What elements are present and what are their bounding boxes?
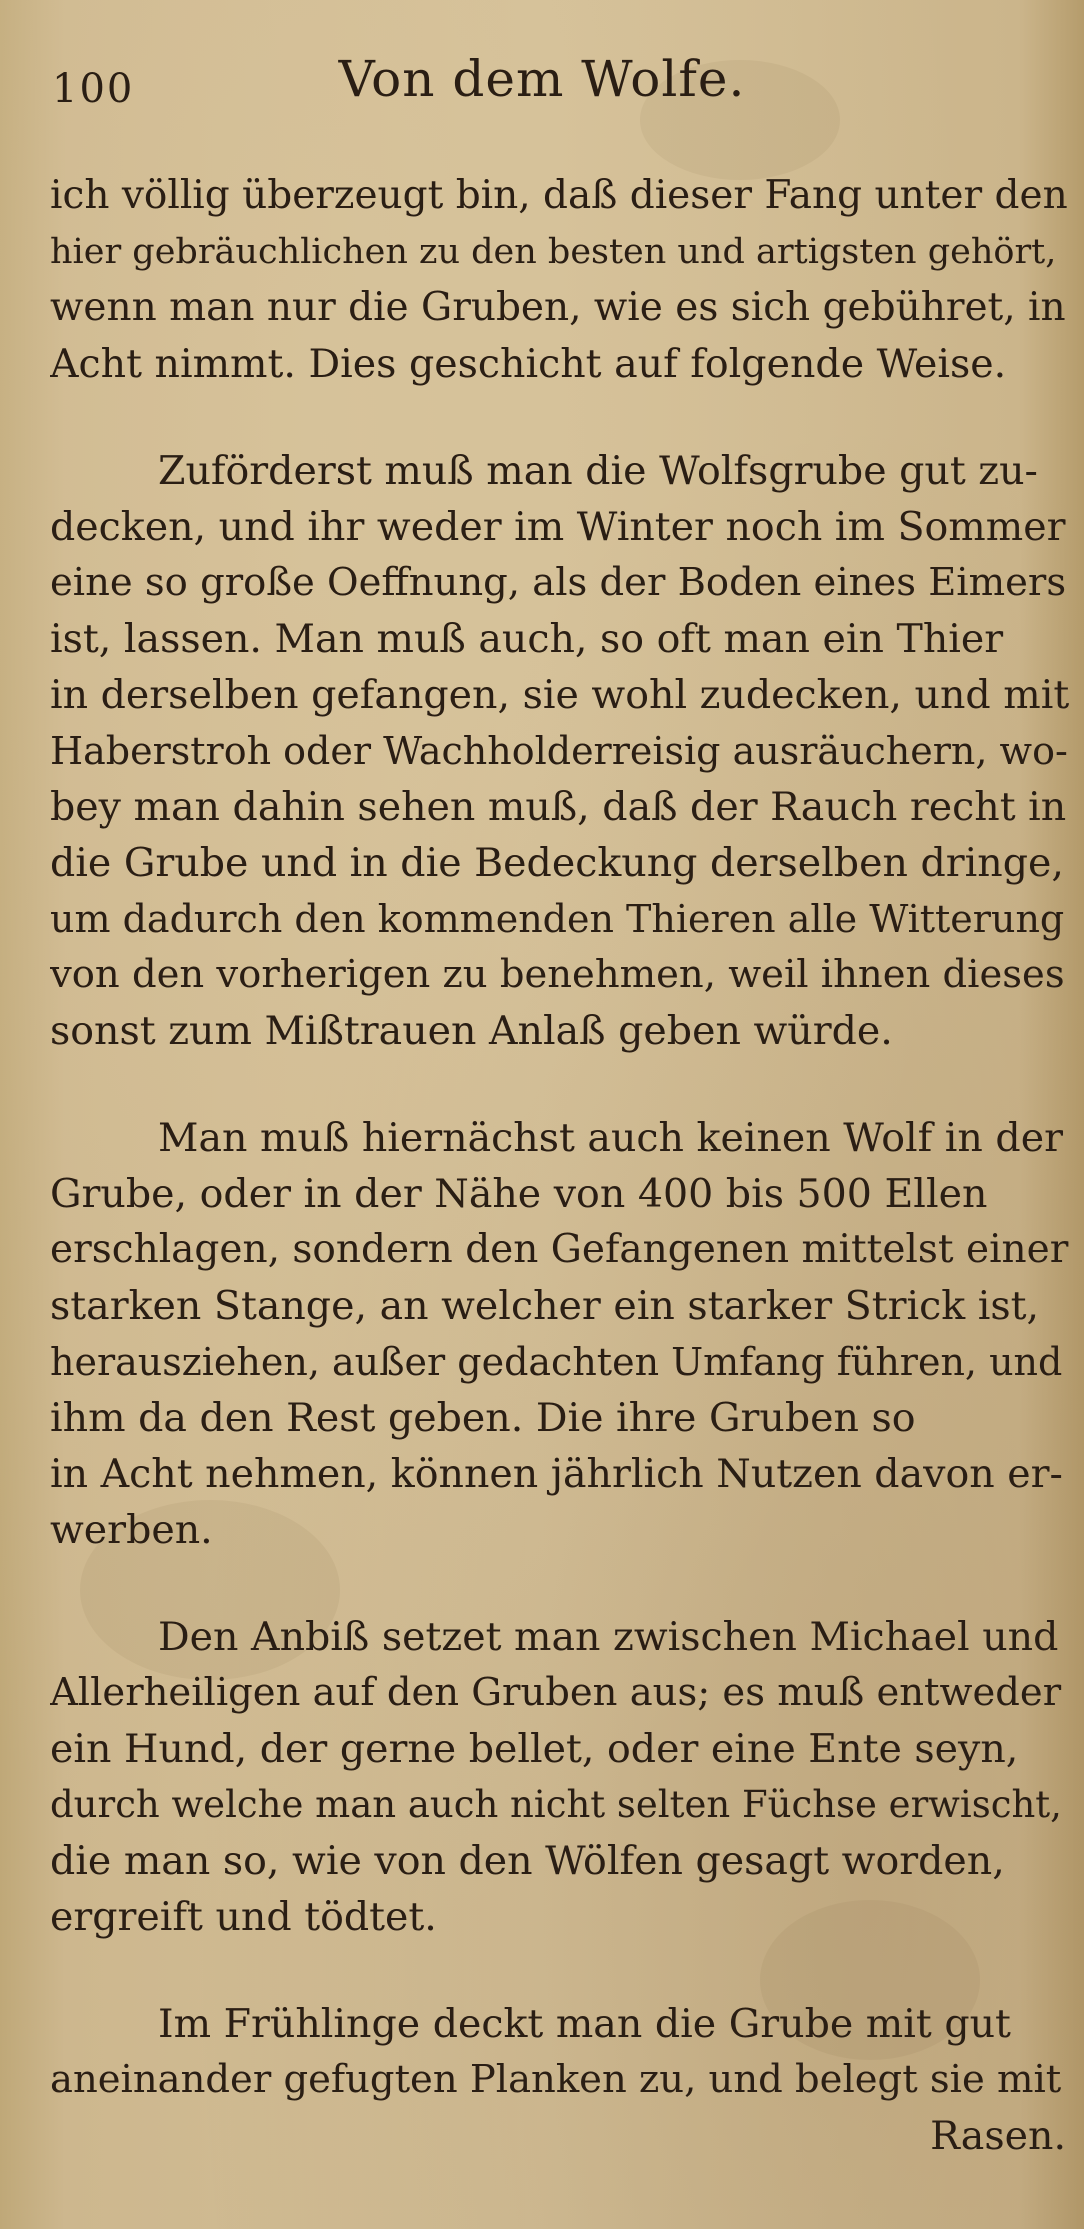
text-line: Grube, oder in der Nähe von 400 bis 500 Ellen <box>50 1171 988 1217</box>
text-line: decken, und ihr weder im Winter noch im Sommer <box>50 504 1066 550</box>
text-line: Haberstroh oder Wachholderreisig ausräuchern, wo- <box>50 729 1068 773</box>
running-title: Von dem Wolfe. <box>338 50 746 108</box>
page-header <box>0 40 1084 130</box>
text-line: bey man dahin sehen muß, daß der Rauch recht in <box>50 784 1067 830</box>
text-line: ich völlig überzeugt bin, daß dieser Fang unter den <box>50 173 1068 218</box>
text-line: um dadurch den kommenden Thieren alle Witterung <box>50 897 1065 941</box>
text-line: Man muß hiernächst auch keinen Wolf in der <box>158 1115 1063 1161</box>
text-line: Im Frühlinge deckt man die Grube mit gut <box>158 2001 1011 2047</box>
text-line: herausziehen, außer gedachten Umfang führen, und <box>50 1340 1063 1384</box>
catchword: Rasen. <box>930 2113 1066 2159</box>
text-line: Acht nimmt. Dies geschicht auf folgende Weise. <box>50 341 1007 387</box>
text-line: durch welche man auch nicht selten Füchse erwischt, <box>50 1783 1062 1826</box>
text-line: erschlagen, sondern den Gefangenen mittelst einer <box>50 1227 1069 1272</box>
paragraph <box>50 1609 1070 1945</box>
text-line: wenn man nur die Gruben, wie es sich gebühret, in <box>50 285 1066 330</box>
paragraph <box>50 443 1070 1059</box>
paragraph <box>50 1996 1070 2164</box>
text-line: hier gebräuchlichen zu den besten und artigsten gehört, <box>50 232 1057 272</box>
text-line: ein Hund, der gerne bellet, oder eine Ente seyn, <box>50 1726 1019 1772</box>
text-line: werben. <box>50 1507 213 1553</box>
text-line: ist, lassen. Man muß auch, so oft man ein Thier <box>50 616 1004 662</box>
text-line: in derselben gefangen, sie wohl zudecken, und mit <box>50 672 1070 718</box>
text-line: in Acht nehmen, können jährlich Nutzen davon er- <box>50 1451 1063 1497</box>
page-number: 100 <box>52 66 135 112</box>
body-text <box>50 168 1070 2164</box>
text-line: ergreift und tödtet. <box>50 1894 437 1940</box>
text-line: starken Stange, an welcher ein starker Strick ist, <box>50 1283 1040 1329</box>
text-line: die man so, wie von den Wölfen gesagt worden, <box>50 1838 1005 1884</box>
text-line: ihm da den Rest geben. Die ihre Gruben so <box>50 1395 916 1441</box>
text-line: Den Anbiß setzet man zwischen Michael und <box>158 1614 1059 1660</box>
text-line: von den vorherigen zu benehmen, weil ihnen dieses <box>50 952 1065 997</box>
text-line: Zuförderst muß man die Wolfsgrube gut zu- <box>158 448 1038 494</box>
text-line: die Grube und in die Bedeckung derselben dringe, <box>50 840 1064 886</box>
text-line: sonst zum Mißtrauen Anlaß geben würde. <box>50 1008 893 1054</box>
text-line: Allerheiligen auf den Gruben aus; es muß entweder <box>50 1670 1062 1715</box>
text-line: eine so große Oeffnung, als der Boden eines Eimers <box>50 560 1067 605</box>
paragraph <box>50 1110 1070 1558</box>
text-line: aneinander gefugten Planken zu, und belegt sie mit <box>50 2057 1062 2102</box>
paragraph <box>50 168 1070 392</box>
